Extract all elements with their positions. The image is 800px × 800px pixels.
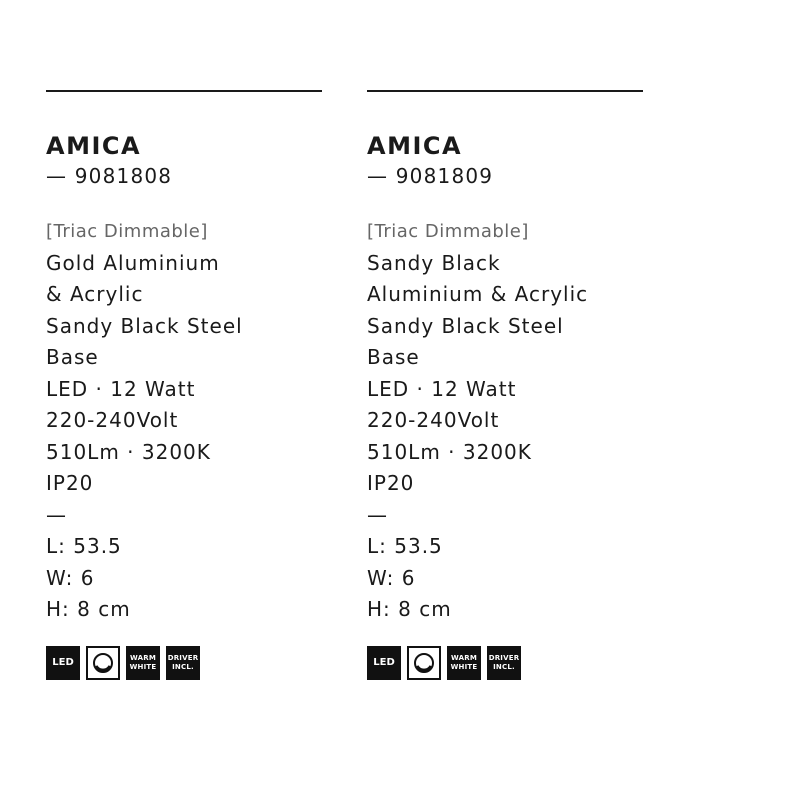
- spec-length: L: 53.5: [367, 534, 443, 558]
- spec-line: Base: [367, 345, 420, 369]
- dimmable-note: [Triac Dimmable]: [367, 221, 529, 242]
- warm-white-icon: WARM WHITE: [447, 646, 481, 680]
- top-divider: [367, 90, 643, 92]
- product-name: AMICA: [46, 132, 142, 160]
- spec-line: Gold Aluminium: [46, 250, 220, 275]
- top-divider: [46, 90, 322, 92]
- led-icon: LED: [367, 646, 401, 680]
- dimmable-icon: [407, 646, 441, 680]
- dimmable-note: [Triac Dimmable]: [46, 221, 208, 242]
- warm-white-icon: WARM WHITE: [126, 646, 160, 680]
- spec-line: Sandy Black Steel: [367, 313, 564, 338]
- product-card-9081808: [46, 90, 324, 680]
- spec-length: L: 53.5: [46, 534, 122, 558]
- spec-line: Base: [46, 345, 99, 369]
- spec-width: W: 6: [46, 565, 95, 590]
- driver-included-icon: DRIVER INCL.: [487, 646, 521, 680]
- feature-icons: [367, 646, 645, 680]
- spec-line: Aluminium & Acrylic: [367, 282, 589, 306]
- spec-line: IP20: [367, 471, 415, 495]
- spec-line: & Acrylic: [46, 282, 144, 306]
- spec-separator: —: [46, 502, 67, 527]
- feature-icons: [46, 646, 324, 680]
- spec-list: [46, 216, 324, 626]
- spec-separator: —: [367, 502, 388, 527]
- spec-line: 510Lm · 3200K: [46, 439, 211, 464]
- product-card-9081809: [367, 90, 645, 680]
- spec-height: H: 8 cm: [367, 597, 452, 621]
- spec-line: LED · 12 Watt: [367, 376, 517, 401]
- driver-included-icon: DRIVER INCL.: [166, 646, 200, 680]
- spec-line: 510Lm · 3200K: [367, 439, 532, 464]
- spec-line: Sandy Black: [367, 250, 501, 275]
- spec-width: W: 6: [367, 565, 416, 590]
- product-code: — 9081808: [46, 164, 173, 188]
- spec-line: LED · 12 Watt: [46, 376, 196, 401]
- product-code: — 9081809: [367, 164, 494, 188]
- spec-height: H: 8 cm: [46, 597, 131, 621]
- dimmable-icon: [86, 646, 120, 680]
- spec-line: 220-240Volt: [46, 408, 179, 432]
- spec-line: Sandy Black Steel: [46, 313, 243, 338]
- product-name: AMICA: [367, 132, 463, 160]
- spec-line: 220-240Volt: [367, 408, 500, 432]
- spec-list: [367, 216, 645, 626]
- spec-line: IP20: [46, 471, 94, 495]
- led-icon: LED: [46, 646, 80, 680]
